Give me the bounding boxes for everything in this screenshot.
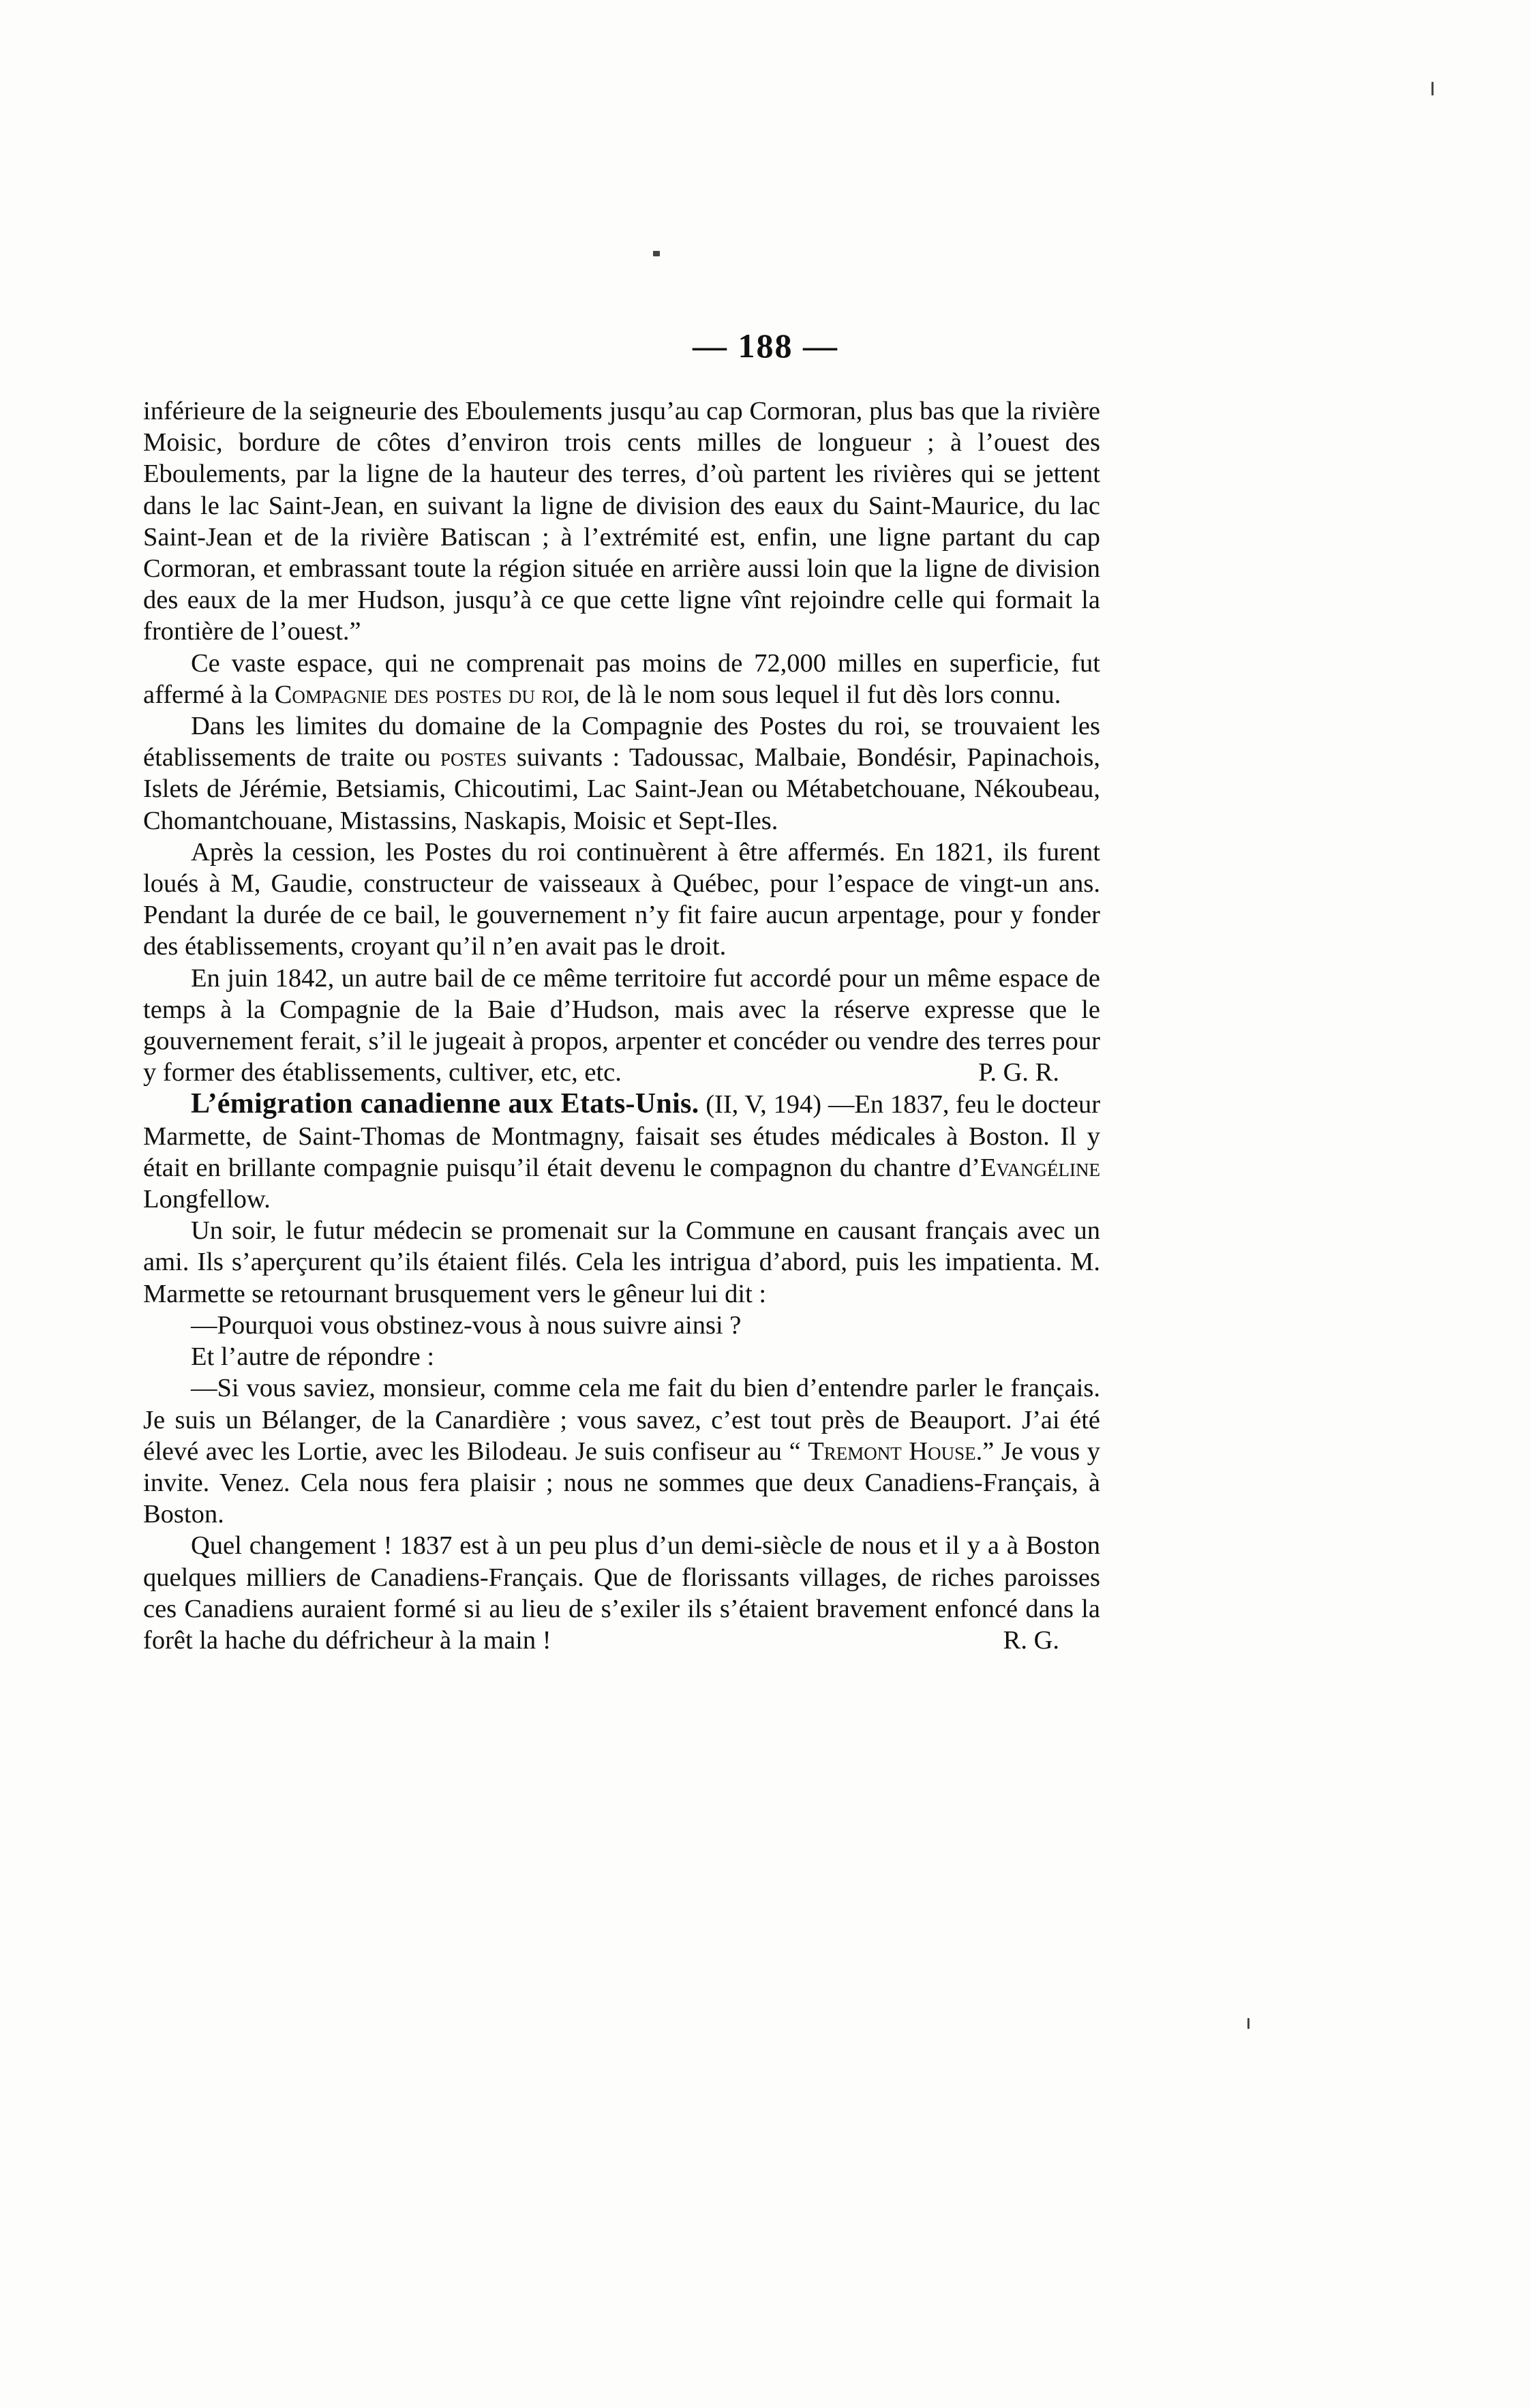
text-run: —Si vous saviez, monsieur, comme cela me fait du bien d’entendre parler le français. Je suis un Bélanger, de la Canardière ; vous savez, c’est tout près de Beauport. J’ai été élevé avec les Lortie, avec les Bilodeau. Je suis confiseur au “ — [143, 1374, 1100, 1466]
scan-speck — [653, 251, 660, 256]
article-dialogue — [143, 1372, 1100, 1530]
paragraph-continuation: inférieure de la seigneurie des Eboulements jusqu’au cap Cormoran, plus bas que la rivière Moisic, bordure de côtes d’environ trois cents milles de longueur ; à l’ouest des Eboulements, par la ligne de la hauteur des terres, d’où partent les rivières qui se jettent dans le lac Saint-Jean, en suivant la ligne de division des eaux du Saint-Maurice, du lac Saint-Jean et de la rivière Batiscan ; à l’extrémité est, enfin, une ligne partant du cap Cormoran, et embrassant toute la région située en arrière aussi loin que la ligne de division des eaux de la mer Hudson, jusqu’à ce que cette ligne vînt rejoindre celle qui formait la frontière de l’ouest.” — [143, 397, 1100, 646]
scan-speck — [1431, 82, 1434, 95]
text-run: suivants : Tadoussac, Malbaie, Bondésir, Papinachois, Islets de Jérémie, Betsiamis, Chicoutimi, Lac Saint-Jean ou Métabetchouane, Nékoubeau, Chomantchouane, Mistassins, Naskapis, Moisic et Sept-Iles. — [143, 743, 1100, 835]
text-run: , de là le nom sous lequel il fut dès lors connu. — [573, 680, 1061, 709]
text-run: Longfellow. — [143, 1185, 271, 1214]
small-caps-run: Tremont House — [808, 1436, 976, 1466]
small-caps-run: Compagnie des postes du roi — [274, 680, 573, 709]
article-paragraph: Et l’autre de répondre : — [191, 1342, 435, 1372]
article-paragraph: Un soir, le futur médecin se promenait sur la Commune en causant français avec un ami. Ils s’aperçurent qu’ils étaient filés. Cela les intrigua d’abord, puis les impatienta. M. Marmette se retournant brusquement vers le gêneur lui dit : — [143, 1216, 1100, 1308]
text-run: —En 1837, feu le docteur Marmette, de Saint-Thomas de Montmagny, faisait ses études médicales à Boston. Il y était en brillante compagnie puisqu’il était devenu le compagnon du chantre d’ — [143, 1090, 1101, 1182]
text-run: En juin 1842, un autre bail de ce même territoire fut accordé pour un même espace de temps à la Compagnie de la Baie d’Hudson, mais avec la réserve expresse que le gouvernement ferait, s’il le jugeait à propos, arpenter et concéder ou vendre des terres pour y former des établissements, cultiver, etc, etc. — [143, 963, 1100, 1087]
article-title: L’émigration canadienne aux Etats-Unis. — [191, 1088, 699, 1120]
text-run: .” Je vous y invite. Venez. Cela nous fera plaisir ; nous ne sommes que deux Canadiens-Français, à Boston. — [143, 1436, 1100, 1529]
scan-speck — [1247, 2018, 1249, 2029]
article-dialogue: —Pourquoi vous obstinez-vous à nous suivre ainsi ? — [191, 1310, 742, 1340]
text-run: Dans les limites du domaine de la Compagnie des Postes du roi, se trouvaient les établissements de traite ou — [143, 712, 1100, 772]
article-reference: (II, V, 194) — [699, 1090, 822, 1119]
paragraph-bail-1842 — [143, 963, 1100, 1089]
signature: R. G. — [1003, 1625, 1059, 1655]
paragraph-postes-list — [143, 710, 1100, 837]
small-caps-run: postes — [440, 743, 507, 772]
page-body — [143, 395, 1100, 1663]
paragraph-cession: Après la cession, les Postes du roi continuèrent à être affermés. En 1821, ils furent loués à M, Gaudie, constructeur de vaisseaux à Québec, pour l’espace de vingt-un ans. Pendant la durée de ce bail, le gouvernement n’y fit faire aucun arpentage, pour y fonder des établissements, croyant qu’il n’en avait pas le droit. — [143, 837, 1100, 961]
article-conclusion — [143, 1530, 1100, 1656]
paragraph-postes-du-roi — [143, 648, 1100, 710]
text-run: Quel changement ! 1837 est à un peu plus d’un demi-siècle de nous et il y a à Boston quelques milliers de Canadiens-Français. Que de florissants villages, de riches paroisses ces Canadiens auraient formé si au lieu de s’exiler ils s’étaient bravement enfoncé dans la forêt la hache du défricheur à la main ! — [143, 1531, 1100, 1655]
signature: P. G. R. — [978, 1058, 1059, 1087]
text-run: Ce vaste espace, qui ne comprenait pas moins de 72,000 milles en superficie, fut affermé à la — [143, 648, 1100, 709]
small-caps-run: Evangéline — [980, 1153, 1100, 1182]
article-opening — [143, 1088, 1100, 1215]
page-number: — 188 — — [693, 327, 838, 365]
